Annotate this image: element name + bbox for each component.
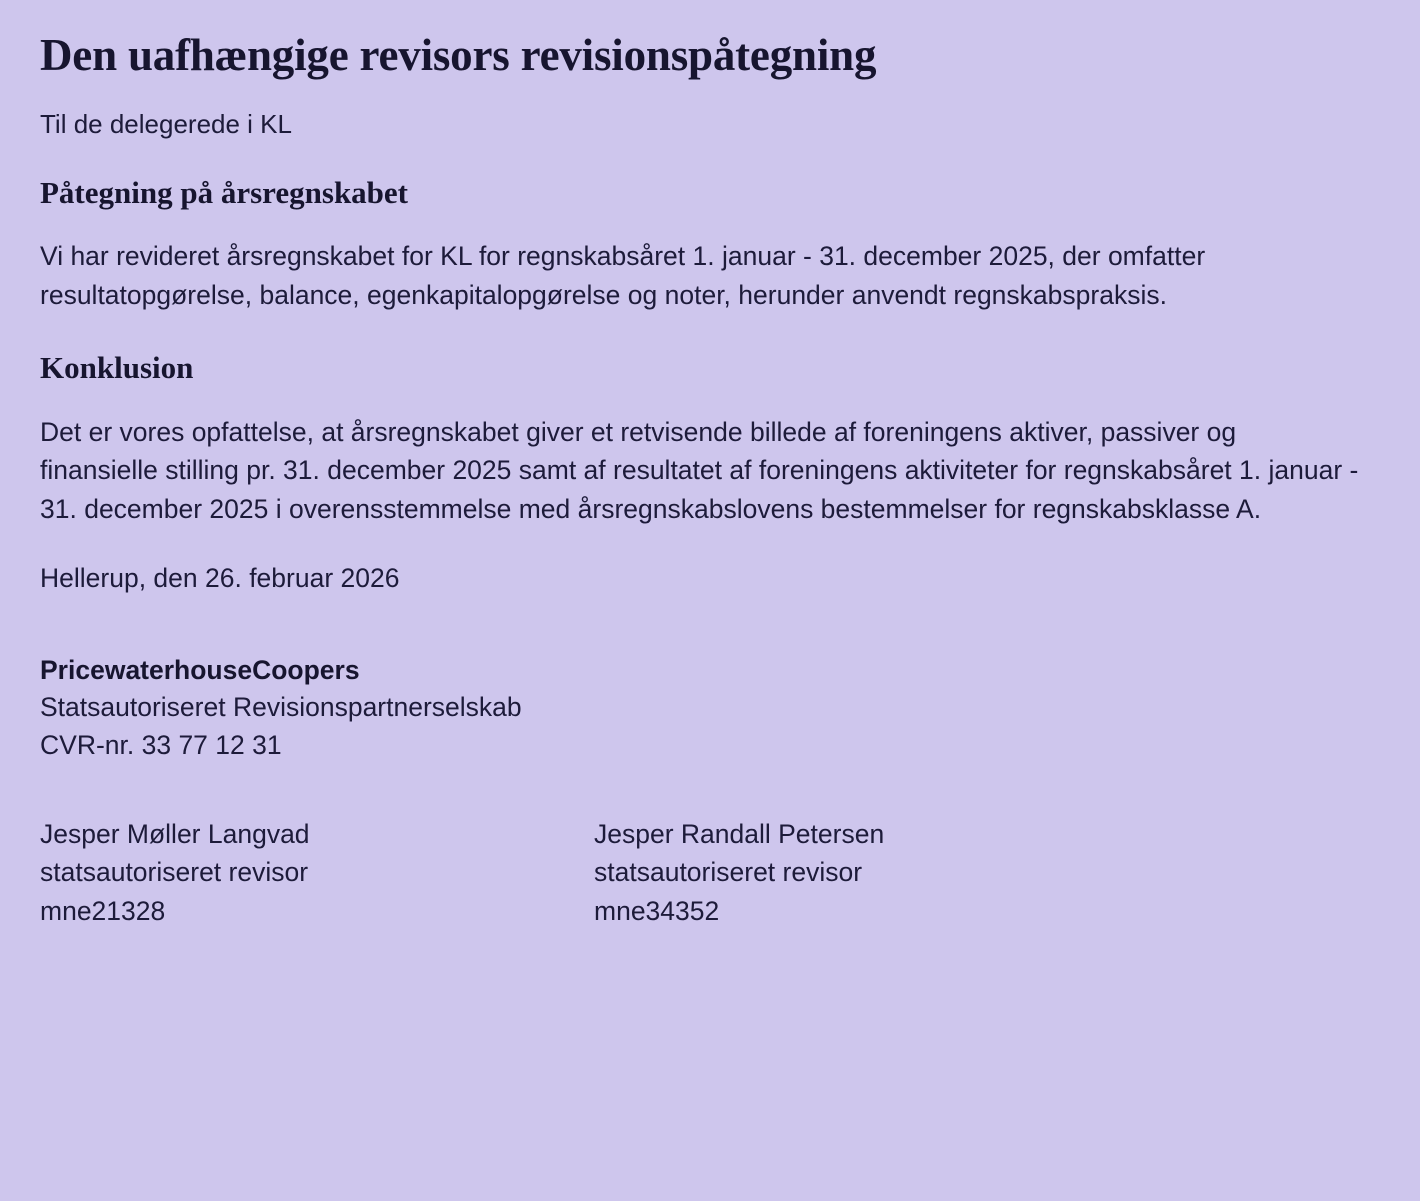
signatory-title: statsautoriseret revisor (594, 857, 863, 888)
audit-firm-block (40, 652, 1360, 765)
firm-legal-form: Statsautoriseret Revisionspartnerselskab (40, 692, 522, 723)
firm-name: PricewaterhouseCoopers (40, 654, 360, 685)
signatory-name: Jesper Randall Petersen (594, 818, 885, 849)
signatories-block (40, 815, 1360, 930)
section-paragraph-conclusion: Det er vores opfattelse, at årsregnskabet giver et retvisende billede af foreningens aktiver, passiver og finansielle stilling pr. 31. december 2025 samt af resultatet af foreningens aktiviteter for regnskabsåret 1. januar - 31. december 2025 i overensstemmelse med årsregnskabslovens bestemmelser for regnskabsklasse A. (40, 416, 1359, 525)
addressee-line: Til de delegerede i KL (40, 108, 292, 139)
signatory-second (594, 815, 1148, 930)
signatory-name: Jesper Møller Langvad (40, 818, 310, 849)
section-heading-conclusion: Konklusion (40, 350, 194, 386)
place-and-date: Hellerup, den 26. februar 2026 (40, 563, 400, 594)
signatory-first (40, 815, 594, 930)
firm-cvr-number: CVR-nr. 33 77 12 31 (40, 730, 282, 761)
section-paragraph-statement: Vi har revideret årsregnskabet for KL for regnskabsåret 1. januar - 31. december 2025, der omfatter resultatopgørelse, balance, egenkapitalopgørelse og noter, herunder anvendt regnskabspraksis. (40, 241, 1206, 311)
page-title: Den uafhængige revisors revisionspåtegning (40, 30, 877, 80)
signatory-mne: mne34352 (594, 895, 720, 926)
signatory-mne: mne21328 (40, 895, 166, 926)
section-heading-statement: Påtegning på årsregnskabet (40, 175, 409, 211)
signatory-title: statsautoriseret revisor (40, 857, 309, 888)
